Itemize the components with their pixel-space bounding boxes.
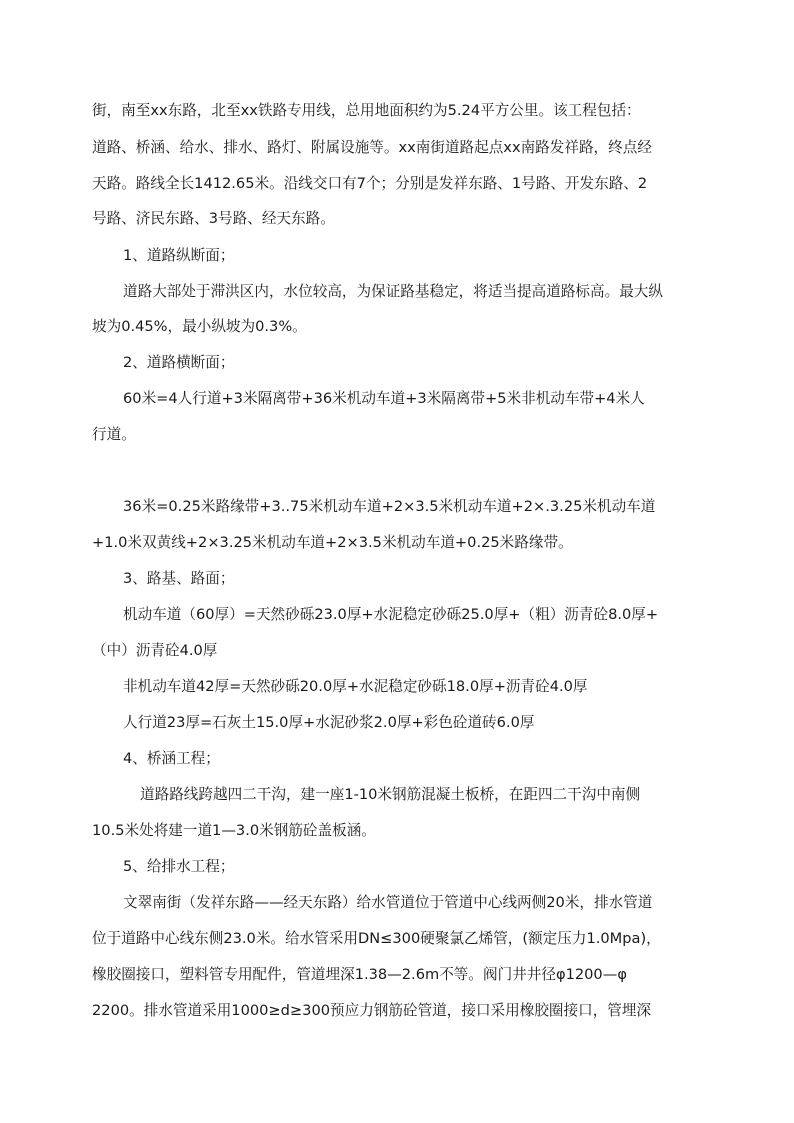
section-heading: 4、桥涵工程； [123,750,220,767]
text-line: 道路路线跨越四二干沟，建一座1-10米钢筋混凝土板桥，在距四二干沟中南侧 [140,786,641,803]
text-line: 文翠南街（发祥东路——经天东路）给水管道位于管道中心线两侧20米，排水管道 [123,894,653,911]
text-line: 号路、济民东路、3号路、经天东路。 [92,210,335,227]
text-line: 道路大部处于滞洪区内，水位较高，为保证路基稳定，将适当提高道路标高。最大纵 [123,283,663,300]
text-line: 橡胶圈接口，塑料管专用配件，管道埋深1.38—2.6m不等。阀门井井径φ1200—φ [92,966,627,983]
text-line: 人行道23厚=石灰土15.0厚+水泥砂浆2.0厚+彩色砼道砖6.0厚 [123,714,535,731]
text-line: 非机动车道42厚=天然砂砾20.0厚+水泥稳定砂砾18.0厚+沥青砼4.0厚 [123,678,588,695]
text-line: 2200。排水管道采用1000≥d≥300预应力钢筋砼管道，接口采用橡胶圈接口，管埋深 [92,1002,652,1019]
text-line: 机动车道（60厚）=天然砂砾23.0厚+水泥稳定砂砾25.0厚+（粗）沥青砼8.0厚+ [123,606,659,623]
section-heading: 2、道路横断面； [123,354,235,371]
text-line: 道路、桥涵、给水、排水、路灯、附属设施等。xx南街道路起点xx南路发祥路，终点经 [92,139,652,156]
text-line: 坡为0.45%，最小纵坡为0.3%。 [92,318,307,335]
text-line: 60米=4人行道+3米隔离带+36米机动车道+3米隔离带+5米非机动车带+4米人 [123,390,645,407]
text-line: +1.0米双黄线+2×3.25米机动车道+2×3.5米机动车道+0.25米路缘带。 [92,534,573,551]
text-line: 36米=0.25米路缘带+3..75米机动车道+2×3.5米机动车道+2×.3.25米机动车道 [123,498,656,515]
section-heading: 3、路基、路面； [123,570,235,587]
text-line: 10.5米处将建一道1—3.0米钢筋砼盖板涵。 [92,822,376,839]
section-heading: 5、给排水工程； [123,858,235,875]
text-line: 街，南至xx东路，北至xx铁路专用线，总用地面积约为5.24平方公里。该工程包括： [92,102,641,119]
text-line: 行道。 [92,426,136,443]
text-line: 位于道路中心线东侧23.0米。给水管采用DN≤300硬聚氯乙烯管，(额定压力1.0Mpa)， [92,930,661,947]
text-line: （中）沥青砼4.0厚 [92,642,218,659]
text-line: 天路。路线全长1412.65米。沿线交口有7个；分别是发祥东路、1号路、开发东路、2 [92,175,648,192]
section-heading: 1、道路纵断面； [123,247,235,264]
